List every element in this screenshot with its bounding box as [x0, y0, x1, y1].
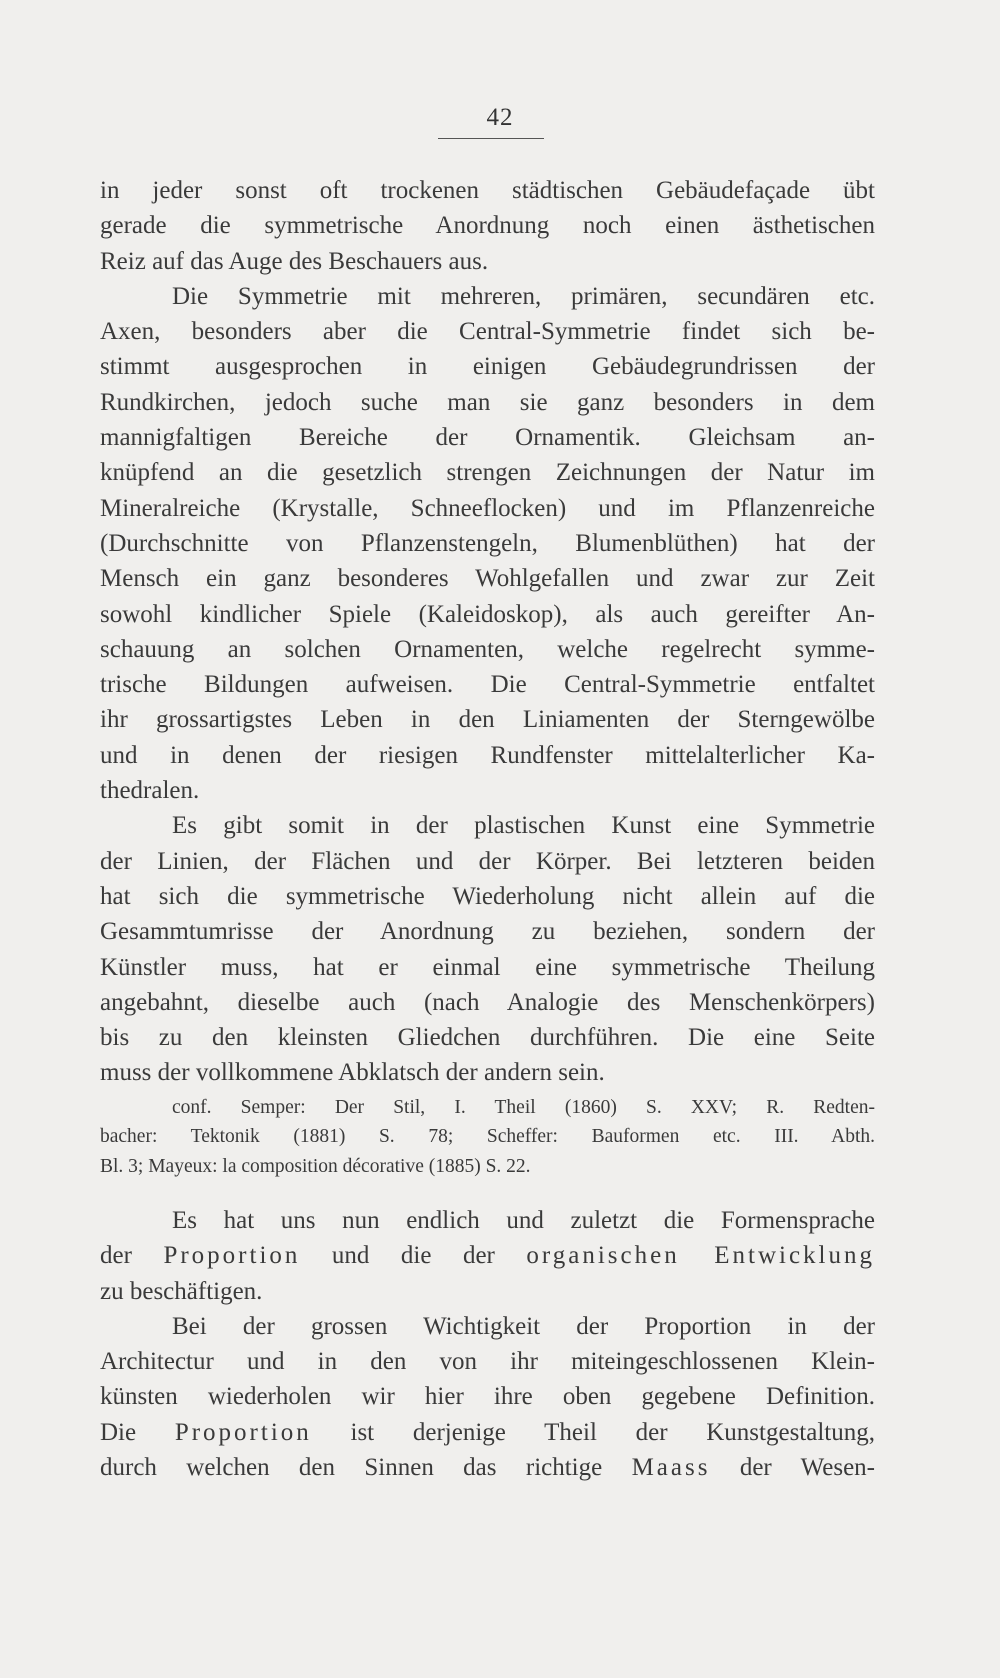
text-line: knüpfend an die gesetzlich strengen Zeichnungen der Natur im [100, 459, 875, 487]
text-line: ihr grossartigstes Leben in den Liniamenten der Sterngewölbe [100, 706, 875, 734]
page-number: 42 [486, 104, 514, 131]
footnote [100, 1093, 875, 1182]
text-line: Gesammtumrisse der Anordnung zu beziehen, sondern der [100, 918, 875, 946]
spaced-term: organischen Entwicklung [526, 1242, 875, 1270]
text-line: Die Symmetrie mit mehreren, primären, secundären etc. [172, 282, 875, 310]
text-line: Reiz auf das Auge des Beschauers aus. [100, 247, 489, 275]
footnote-line: bacher: Tektonik (1881) S. 78; Scheffer: Bauformen etc. III. Abth. [100, 1126, 875, 1148]
text-line: (Durchschnitte von Pflanzenstengeln, Blumenblüthen) hat der [100, 529, 875, 557]
text-line: angebahnt, dieselbe auch (nach Analogie des Menschenkörpers) [100, 988, 875, 1016]
spaced-term: Proportion [163, 1242, 301, 1270]
text-line: der Linien, der Flächen und der Körper. Bei letzteren beiden [100, 847, 875, 875]
text-line: Es hat uns nun endlich und zuletzt die Formensprache [172, 1207, 875, 1234]
text-line: gerade die symmetrische Anordnung noch einen ästhetischen [100, 212, 875, 240]
text-line [100, 1238, 875, 1273]
text-line: künsten wiederholen wir hier ihre oben gegebene Definition. [100, 1383, 875, 1411]
text-line [100, 1450, 875, 1485]
text-line: schauung an solchen Ornamenten, welche regelrecht symme- [100, 635, 875, 663]
text-line: hat sich die symmetrische Wiederholung nicht allein auf die [100, 882, 875, 910]
text-line: Bei der grossen Wichtigkeit der Proportion in der [172, 1312, 875, 1340]
text-line: zu beschäftigen. [100, 1277, 263, 1305]
text-line: Axen, besonders aber die Central-Symmetrie findet sich be- [100, 318, 875, 346]
text-line: in jeder sonst oft trockenen städtischen Gebäudefaçade übt [100, 177, 875, 204]
text-line: Architectur und in den von ihr miteingeschlossenen Klein- [100, 1348, 875, 1376]
text-line: trische Bildungen aufweisen. Die Central-Symmetrie entfaltet [100, 671, 875, 699]
text-run: der [100, 1242, 164, 1270]
text-run: Die [100, 1418, 175, 1446]
text-line: sowohl kindlicher Spiele (Kaleidoskop), als auch gereifter An- [100, 600, 875, 628]
text-line: stimmt ausgesprochen in einigen Gebäudegrundrissen der [100, 353, 875, 381]
text-line: bis zu den kleinsten Gliedchen durchführen. Die eine Seite [100, 1024, 875, 1052]
text-run: ist derjenige Theil der Kunstgestaltung, [311, 1418, 875, 1446]
text-run: der Wesen- [710, 1454, 875, 1482]
text-run: und die der [300, 1242, 527, 1270]
footnote-line: conf. Semper: Der Stil, I. Theil (1860) S. XXV; R. Redten- [172, 1096, 875, 1118]
text-line: thedralen. [100, 777, 200, 805]
text-line: Es gibt somit in der plastischen Kunst eine Symmetrie [172, 812, 875, 840]
text-block-lower [100, 1203, 875, 1485]
spaced-term: Maass [631, 1454, 711, 1482]
text-line: Mineralreiche (Krystalle, Schneeflocken) und im Pflanzenreiche [100, 494, 875, 522]
paragraph-1 [100, 173, 875, 279]
text-line [100, 1415, 875, 1450]
spaced-term: Proportion [174, 1418, 312, 1446]
page-number-rule [438, 138, 544, 139]
paragraph-2 [100, 279, 875, 808]
paragraph-5 [100, 1309, 875, 1485]
text-line: mannigfaltigen Bereiche der Ornamentik. Gleichsam an- [100, 424, 875, 452]
text-line: und in denen der riesigen Rundfenster mittelalterlicher Ka- [100, 741, 875, 769]
text-run: durch welchen den Sinnen das richtige [100, 1454, 632, 1482]
text-line: muss der vollkommene Abklatsch der andern sein. [100, 1059, 605, 1087]
text-block-upper [100, 173, 875, 1181]
text-line: Mensch ein ganz besonderes Wohlgefallen und zwar zur Zeit [100, 565, 875, 593]
paragraph-4 [100, 1203, 875, 1309]
text-line: Rundkirchen, jedoch suche man sie ganz besonders in dem [100, 388, 875, 416]
footnote-line: Bl. 3; Mayeux: la composition décorative (1885) S. 22. [100, 1155, 531, 1177]
text-line: Künstler muss, hat er einmal eine symmetrische Theilung [100, 953, 875, 981]
paragraph-3 [100, 808, 875, 1090]
